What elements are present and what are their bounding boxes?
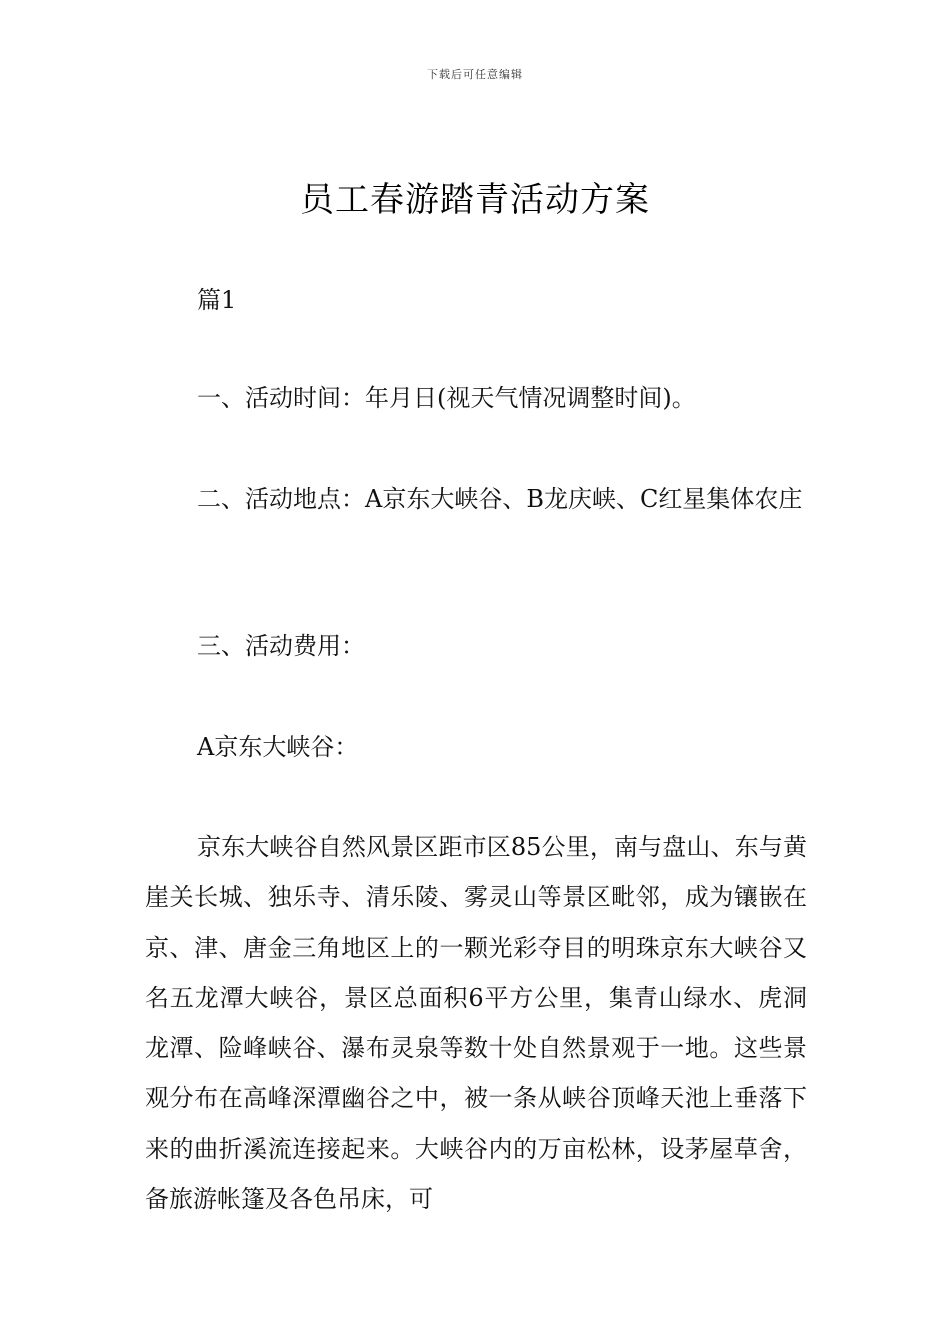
item-activity-cost: 三、活动费用：: [197, 632, 365, 660]
section-label: 篇1: [197, 286, 237, 314]
item-activity-location: 二、活动地点：A京东大峡谷、B龙庆峡、C红星集体农庄: [197, 485, 803, 513]
description-paragraph: 京东大峡谷自然风景区距市区85公里，南与盘山、东与黄崖关长城、独乐寺、清乐陵、雾灵山等景区毗邻，成为镶嵌在京、津、唐金三角地区上的一颗光彩夺目的明珠京东大峡谷又名五龙潭大峡谷，景区总面积6平方公里，集青山绿水、虎洞龙潭、险峰峡谷、瀑布灵泉等数十处自然景观于一地。这些景观分布在高峰深潭幽谷之中，被一条从峡谷顶峰天池上垂落下来的曲折溪流连接起来。大峡谷内的万亩松林，设茅屋草舍，备旅游帐篷及各色吊床，可: [145, 833, 807, 1214]
document-title: 员工春游踏青活动方案: [300, 180, 650, 220]
item-site-a-heading: A京东大峡谷：: [197, 733, 359, 761]
item-activity-time: 一、活动时间：年月日(视天气情况调整时间)。: [197, 384, 696, 412]
header-note: 下载后可任意编辑: [427, 68, 523, 81]
